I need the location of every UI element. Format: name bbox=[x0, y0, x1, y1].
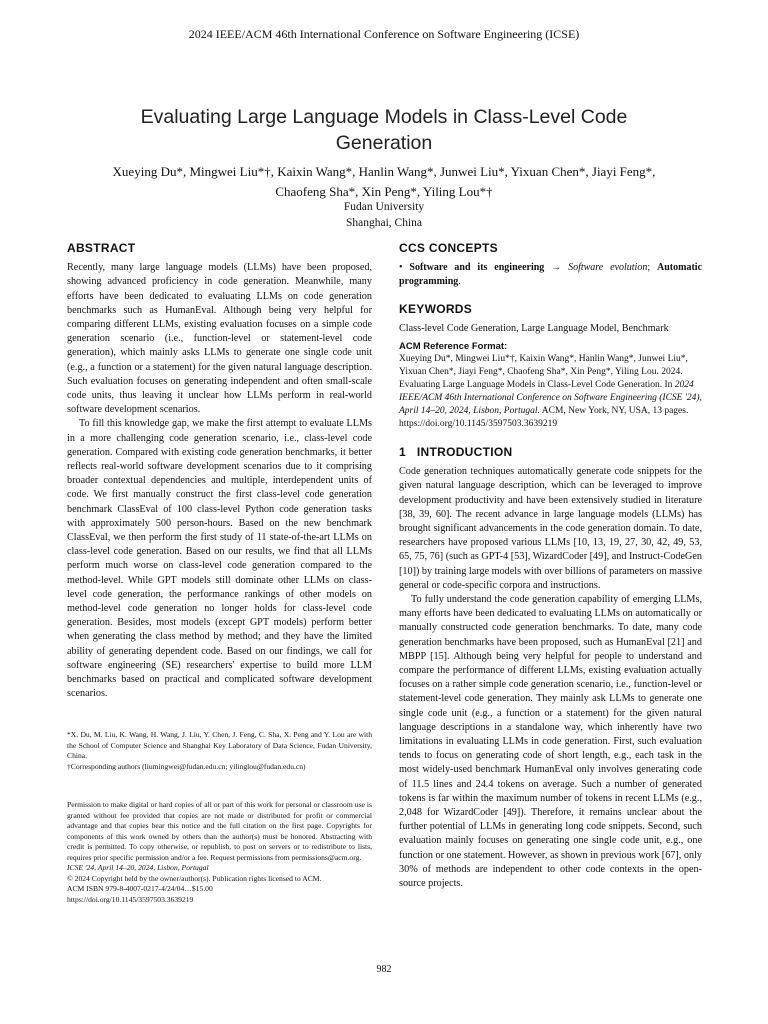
isbn-line: ACM ISBN 979-8-4007-0217-4/24/04…$15.00 bbox=[67, 884, 213, 893]
keywords-section bbox=[399, 302, 702, 336]
ccs-bullet: • bbox=[399, 262, 410, 274]
ccs-section bbox=[399, 241, 702, 289]
abstract-section bbox=[67, 241, 372, 702]
permission-venue: ICSE '24, April 14–20, 2024, Lisbon, Portugal bbox=[67, 863, 209, 872]
abstract-paragraph-2: To fill this knowledge gap, we make the first attempt to evaluate LLMs in a more challenging code generation scenario, i.e., class-level code generation. Compared with existing code generation benchmarks, it better reflects real-world software development scenarios due to it comprising broader contextual dependencies and multiple, interdependent units of code. We first manually construct the first class-level code generation benchmark ClassEval of 100 class-level Python code generation tasks with approximately 500 person-hours. Based on the new benchmark ClassEval, we then perform the first study of 11 state-of-the-art LLMs on class-level code generation. Based on our results, we find that all LLMs perform much worse on class-level code generation compared to the method-level. While GPT models still dominate other LLMs on class-level code generation, the performance rankings of other models on method-level code generation no longer holds for class-level code generation. Besides, most models (except GPT models) perform better when generating the class method by method; and they have the limited ability of generating dependent code. Based on our findings, we call for software engineering (SE) researchers' expertise to build more LLM benchmarks based on practical and complicated software development scenarios. bbox=[67, 418, 372, 700]
acm-reference-heading: ACM Reference Format: bbox=[399, 341, 508, 352]
acm-reference-text-1: Xueying Du*, Mingwei Liu*†, Kaixin Wang*, Hanlin Wang*, Junwei Liu*, Yixuan Chen*, Jiayi Feng*, Chaofeng Sha*, Xin Peng*, Yiling Lou. 2024. Evaluating Large Language Models in Class-Level Code Generation. In bbox=[399, 354, 688, 390]
footnotes bbox=[67, 730, 372, 772]
copyright-line: © 2024 Copyright held by the owner/author(s). Publication rights licensed to ACM. bbox=[67, 873, 322, 883]
paper-title: Evaluating Large Language Models in Class-Level Code Generation bbox=[140, 106, 628, 154]
author-list bbox=[60, 162, 708, 202]
acm-reference-text-2: ACM, New York, NY, USA, 13 pages. https://doi.org/10.1145/3597503.3639219 bbox=[399, 406, 689, 429]
ccs-concept-2: Automatic programming bbox=[399, 262, 703, 288]
intro-paragraph-2: To fully understand the code generation capability of emerging LLMs, many efforts have been dedicated to evaluating LLMs on automatically or manually constructed code generation benchmarks. To date, many code generation benchmarks have been proposed, such as HumanEval [21] and MBPP [15]. Although being very helpful for people to understand and compare the performance of different LLMs, existing evaluation actually focuses on a rather simple code generation scenario, i.e., function-level or statement-level code generation. They mainly ask LLMs to generate one single code unit (e.g., a function or a statement) for the given natural language descriptions in a standalone way, which inherently have two limitations in evaluating LLMs in code generation. First, such evaluation tends to focus on generating code of short length, e.g., each task in the most widely-used benchmark HumanEval only involves generating code of 11.5 lines and 24.4 tokens on average. Such a number of generated tokens is far within the maximum number of tokens in recent LLMs (e.g., 2,048 for WizardCoder [49]). Therefore, it remains unclear about the further potential of LLMs in generating long code snippets. Second, such evaluation mainly focuses on generating one single code unit, e.g., one function or one statement. However, as shown in previous work [67], only 30% of methods are independent to other code contexts in the open-source projects. bbox=[399, 594, 702, 890]
ccs-concepts bbox=[399, 261, 702, 289]
location: Shanghai, China bbox=[345, 217, 423, 229]
permission-text: Permission to make digital or hard copies of all or part of this work for personal or classroom use is granted without fee provided that copies are not made or distributed for profit or commercial advantage and that copies bear this notice and the full citation on the first page. Copyrights for components of this work owned by others than the author(s) must be honored. Abstracting with credit is permitted. To copy otherwise, or republish, to post on servers or to redistribute to lists, requires prior specific permission and/or a fee. Request permissions from permissions@acm.org. bbox=[67, 800, 372, 862]
ccs-arrow: → bbox=[544, 262, 569, 274]
ccs-concept-1: Software and its engineering bbox=[409, 262, 545, 274]
footnote-corresponding: †Corresponding authors (liumingwei@fudan.edu.cn; yilinglou@fudan.edu.cn) bbox=[67, 761, 306, 771]
keywords-heading: KEYWORDS bbox=[399, 302, 473, 316]
abstract-paragraph-1: Recently, many large language models (LLMs) have been proposed, showing advanced proficiency in code generation. Meanwhile, many efforts have been dedicated to evaluating LLMs on code generation benchmarks such as HumanEval. Although being very helpful for comparing different LLMs, existing evaluation focuses on a simple code generation scenario (i.e., function-level or statement-level code generation), which mainly asks LLMs to generate one single code unit (e.g., a function or a statement) for the given natural language description. Such evaluation focuses on generating independent and often small-scale code units, thus leaving it unclear how LLMs perform in real-world software development scenarios. bbox=[67, 262, 372, 416]
introduction-section bbox=[399, 445, 702, 891]
ccs-end: . bbox=[458, 276, 461, 288]
conference-header: 2024 IEEE/ACM 46th International Conference on Software Engineering (ICSE) bbox=[188, 27, 580, 41]
ccs-heading: CCS CONCEPTS bbox=[399, 241, 498, 255]
doi-link[interactable]: https://doi.org/10.1145/3597503.3639219 bbox=[67, 894, 194, 904]
footnote-affiliations: *X. Du, M. Liu, K. Wang, H. Wang, J. Liu, Y. Chen, J. Feng, C. Sha, X. Peng and Y. Lou are with the School of Computer Science and Shanghai Key Laboratory of Data Science, Fudan University, China. bbox=[67, 730, 372, 760]
acm-reference-venue: 2024 IEEE/ACM 46th International Conference on Software Engineering (ICSE '24), April 14–20, 2024, Lisbon, Portugal. bbox=[399, 380, 702, 416]
keywords-text: Class-level Code Generation, Large Language Model, Benchmark bbox=[399, 323, 669, 335]
affiliation: Fudan University bbox=[343, 201, 425, 213]
introduction-heading: 1 INTRODUCTION bbox=[399, 445, 513, 459]
ccs-separator: ; bbox=[647, 262, 658, 274]
acm-reference bbox=[399, 340, 702, 431]
permission-block bbox=[67, 800, 372, 905]
page-number: 982 bbox=[376, 964, 392, 975]
authors-line-2: Chaofeng Sha*, Xin Peng*, Yiling Lou*† bbox=[275, 184, 493, 199]
affiliation-block bbox=[0, 199, 768, 231]
ccs-concept-1-sub: Software evolution bbox=[568, 262, 648, 274]
authors-line-1: Xueying Du*, Mingwei Liu*†, Kaixin Wang*, Hanlin Wang*, Junwei Liu*, Yixuan Chen*, Jiayi Feng*, bbox=[112, 164, 656, 179]
intro-paragraph-1: Code generation techniques automatically generate code snippets for the given natural language description, which can be leveraged to improve development productivity and have been extensively studied in literature [38, 39, 60]. The recent advance in large language models (LLMs) has brought significant advancements in the code generation domain. To date, researchers have proposed various LLMs [10, 13, 19, 27, 30, 42, 49, 53, 65, 75, 76] (such as GPT-4 [53], WizardCoder [49], and Instruct-CodeGen [10]) by training large models with over billions of parameters on massive general or code-specific corpora and instructions. bbox=[399, 466, 702, 591]
abstract-heading: ABSTRACT bbox=[67, 241, 136, 255]
